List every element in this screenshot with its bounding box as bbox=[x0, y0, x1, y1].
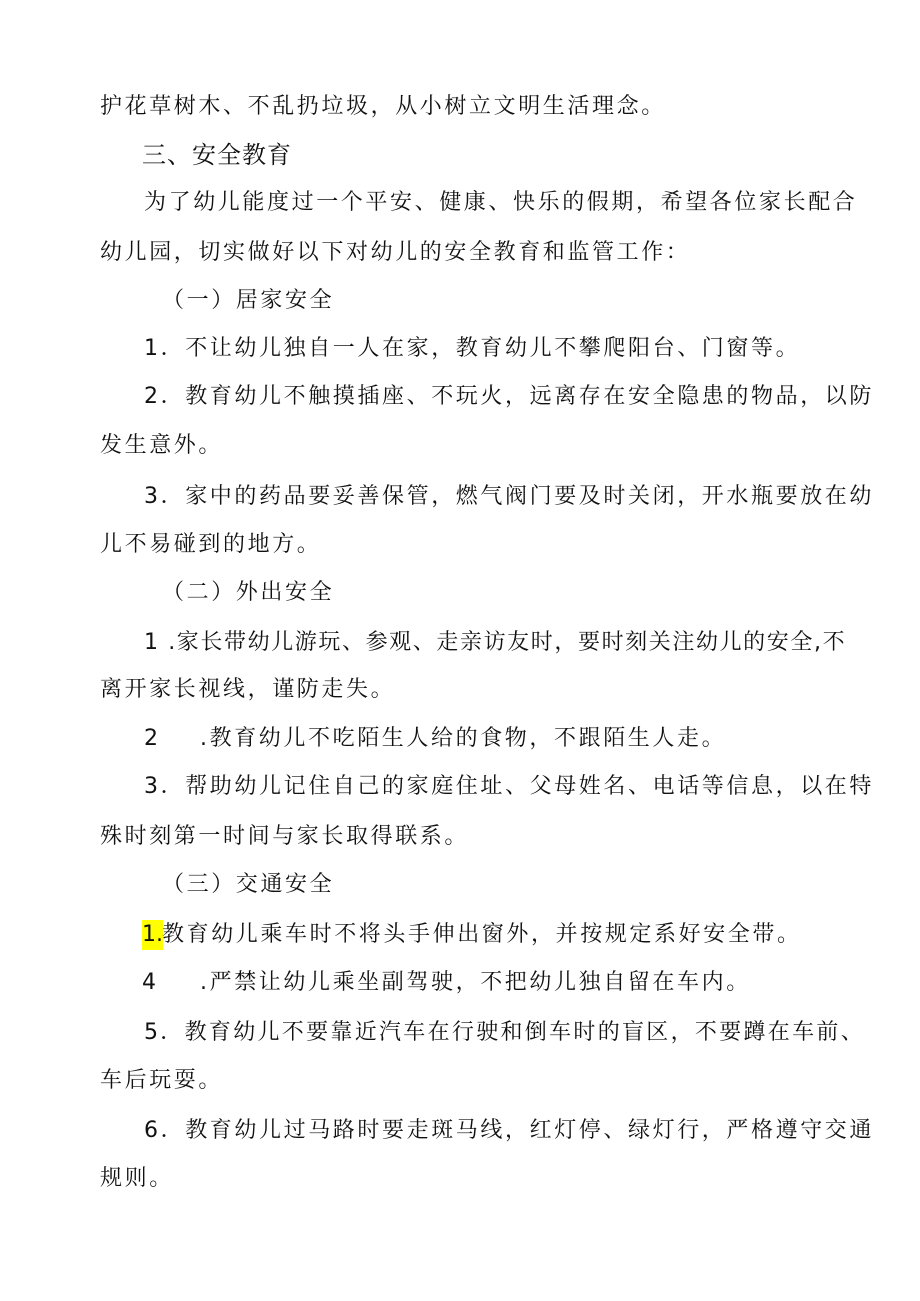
list-item-continuation: 儿不易碰到的地方。 bbox=[100, 532, 322, 557]
list-item: 3．家中的药品要妥善保管，燃气阀门要及时关闭，开水瓶要放在幼 bbox=[144, 484, 874, 509]
subsection-heading-outdoor-safety: （二）外出安全 bbox=[162, 580, 335, 605]
list-item-continuation: 规则。 bbox=[100, 1166, 174, 1191]
subsection-heading-traffic-safety: （三）交通安全 bbox=[162, 872, 335, 897]
list-item: 1 .家长带幼儿游玩、参观、走亲访友时，要时刻关注幼儿的安全,不 bbox=[144, 630, 847, 655]
paragraph-line: 护花草树木、不乱扔垃圾，从小树立文明生活理念。 bbox=[100, 94, 666, 119]
list-item: 3．帮助幼儿记住自己的家庭住址、父母姓名、电话等信息，以在特 bbox=[144, 774, 874, 799]
list-item: 教育幼儿乘车时不将头手伸出窗外，并按规定系好安全带。 bbox=[162, 922, 802, 947]
list-item-number: 4 bbox=[142, 970, 156, 995]
list-item: .教育幼儿不吃陌生人给的食物，不跟陌生人走。 bbox=[200, 726, 727, 751]
list-item: 6．教育幼儿过马路时要走斑马线，红灯停、绿灯行，严格遵守交通 bbox=[144, 1118, 874, 1143]
section-heading-safety-education: 三、安全教育 bbox=[142, 141, 292, 169]
list-item-continuation: 车后玩耍。 bbox=[100, 1068, 224, 1093]
list-item-continuation: 殊时刻第一时间与家长取得联系。 bbox=[100, 824, 470, 849]
paragraph-line: 为了幼儿能度过一个平安、健康、快乐的假期，希望各位家长配合 bbox=[144, 190, 858, 215]
list-item-number: 2 bbox=[144, 726, 158, 751]
list-item: .严禁让幼儿乘坐副驾驶，不把幼儿独自留在车内。 bbox=[200, 970, 751, 995]
list-item: 5．教育幼儿不要靠近汽车在行驶和倒车时的盲区，不要蹲在车前、 bbox=[144, 1020, 865, 1045]
paragraph-line: 幼儿园，切实做好以下对幼儿的安全教育和监管工作： bbox=[100, 240, 691, 265]
list-item-continuation: 发生意外。 bbox=[100, 433, 224, 458]
subsection-heading-home-safety: （一）居家安全 bbox=[162, 288, 335, 313]
list-item: 1．不让幼儿独自一人在家，教育幼儿不攀爬阳台、门窗等。 bbox=[144, 336, 801, 361]
list-item: 2．教育幼儿不触摸插座、不玩火，远离存在安全隐患的物品，以防 bbox=[144, 384, 874, 409]
list-item-continuation: 离开家长视线，谨防走失。 bbox=[100, 677, 396, 702]
highlighted-list-number: 1. bbox=[142, 920, 163, 950]
